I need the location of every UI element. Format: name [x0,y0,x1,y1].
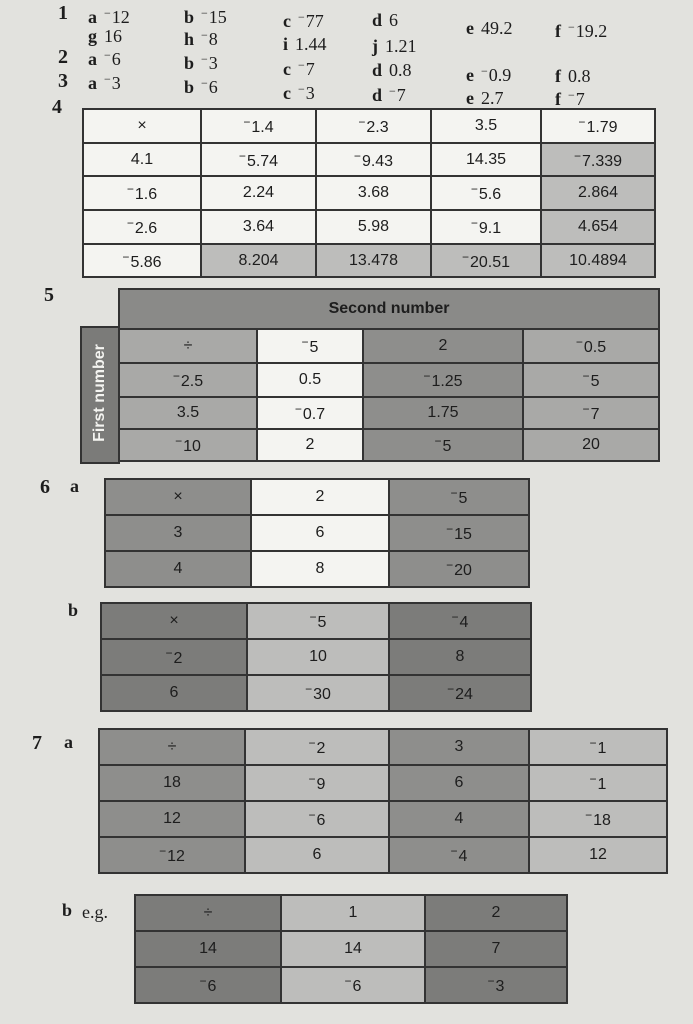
answer-item: c −77 [283,10,324,31]
second-number-header: Second number [119,289,659,329]
answer-item: c −7 [283,58,315,79]
table-cell: −1.25 [363,363,523,397]
operator-cell: × [83,109,201,143]
table-cell: −0.7 [257,397,363,429]
answer-item: d −7 [372,84,406,105]
table-cell: −18 [529,801,667,837]
q1-number: 1 [58,2,68,24]
answer-item: b −15 [184,6,227,27]
table-cell: 6 [389,765,529,801]
table-cell: −9.1 [431,210,541,244]
table-cell: 5.98 [316,210,431,244]
q7-number: 7 [32,732,42,754]
table-cell: −6 [245,801,389,837]
header-cell: 3.5 [431,109,541,143]
table-cell: 10.4894 [541,244,655,277]
table-cell: 12 [529,837,667,873]
table-cell: 8.204 [201,244,316,277]
table-cell: −5 [523,363,659,397]
q5-number: 5 [44,284,54,306]
answer-item: b −3 [184,52,218,73]
table-cell: −5.74 [201,143,316,176]
row-header-cell: 3 [105,515,251,551]
table-cell: 1.75 [363,397,523,429]
table-cell: −15 [389,515,529,551]
row-header-cell: −6 [135,967,281,1003]
q7b-example-prefix: e.g. [82,902,108,922]
q7b-letter: b [62,900,73,920]
row-header-cell: 14 [135,931,281,967]
first-number-label: First number [91,344,108,442]
header-cell: −1.4 [201,109,316,143]
q4-number: 4 [52,96,62,118]
header-cell: 2 [363,329,523,363]
answer-item: j 1.21 [372,36,417,56]
answer-item: d 0.8 [372,60,412,80]
header-cell: −0.5 [523,329,659,363]
header-cell: −5 [257,329,363,363]
answer-item: c −3 [283,82,315,103]
q5-division-table [118,288,660,462]
table-cell: −5 [363,429,523,461]
row-header-cell: 12 [99,801,245,837]
operator-cell: × [105,479,251,515]
operator-cell: ÷ [135,895,281,931]
table-cell: 2.24 [201,176,316,210]
answer-item: i 1.44 [283,34,327,54]
header-cell: 2 [425,895,567,931]
header-cell: −5 [247,603,389,639]
q6a-multiplication-table [104,478,530,588]
table-cell: 8 [251,551,389,587]
table-cell: 2.864 [541,176,655,210]
negative-sign: − [568,88,575,102]
negative-sign: − [298,10,305,24]
table-cell: −30 [247,675,389,711]
row-header-cell: −5.86 [83,244,201,277]
negative-sign: − [389,84,396,98]
answer-item: f 0.8 [555,66,591,86]
negative-sign: − [201,6,208,20]
answer-item: f −7 [555,88,585,109]
row-header-cell: −2 [101,639,247,675]
table-cell: −24 [389,675,531,711]
table-cell: 3.68 [316,176,431,210]
header-cell: 2 [251,479,389,515]
table-cell: 4.654 [541,210,655,244]
table-cell: −6 [281,967,425,1003]
row-header-cell: −1.6 [83,176,201,210]
answer-item: e 2.7 [466,88,504,108]
header-cell: −4 [389,603,531,639]
table-cell: −3 [425,967,567,1003]
answer-item: a −12 [88,6,130,27]
table-cell: 13.478 [316,244,431,277]
negative-sign: − [201,76,208,90]
operator-cell: ÷ [119,329,257,363]
row-header-cell: −12 [99,837,245,873]
table-cell: 4 [389,801,529,837]
table-cell: −9 [245,765,389,801]
header-cell: −2 [245,729,389,765]
q7a-division-table [98,728,668,874]
table-cell: −20 [389,551,529,587]
header-cell: 3 [389,729,529,765]
table-cell: 3.64 [201,210,316,244]
negative-sign: − [104,72,111,86]
negative-sign: − [568,20,575,34]
q3-number: 3 [58,70,68,92]
row-header-cell: −2.5 [119,363,257,397]
negative-sign: − [201,28,208,42]
operator-cell: ÷ [99,729,245,765]
row-header-cell: 3.5 [119,397,257,429]
table-cell: 14 [281,931,425,967]
header-cell: −5 [389,479,529,515]
q7a-letter: a [64,732,73,752]
header-cell: 1 [281,895,425,931]
table-cell: 6 [245,837,389,873]
row-header-cell: −2.6 [83,210,201,244]
answer-item: e 49.2 [466,18,513,38]
q4-multiplication-table [82,108,656,278]
table-cell: 0.5 [257,363,363,397]
row-header-cell: 18 [99,765,245,801]
operator-cell: × [101,603,247,639]
table-cell: 8 [389,639,531,675]
header-cell: −1 [529,729,667,765]
table-cell: 7 [425,931,567,967]
q6b-letter: b [68,600,79,620]
row-header-cell: −10 [119,429,257,461]
q6a-letter: a [70,476,79,496]
q7b-division-table [134,894,568,1004]
negative-sign: − [481,64,488,78]
answer-item: e −0.9 [466,64,512,85]
answer-item: d 6 [372,10,399,30]
answer-item: h −8 [184,28,218,49]
negative-sign: − [298,82,305,96]
answer-item: a −6 [88,48,121,69]
q6-number: 6 [40,476,50,498]
negative-sign: − [298,58,305,72]
row-header-cell: 6 [101,675,247,711]
table-cell: −1 [529,765,667,801]
header-cell: −2.3 [316,109,431,143]
table-cell: −7.339 [541,143,655,176]
answer-item: g 16 [88,26,122,46]
table-cell: −5.6 [431,176,541,210]
negative-sign: − [104,48,111,62]
negative-sign: − [104,6,111,20]
q6b-multiplication-table [100,602,532,712]
table-cell: 14.35 [431,143,541,176]
row-header-cell: 4.1 [83,143,201,176]
answer-item: a −3 [88,72,121,93]
table-cell: 6 [251,515,389,551]
answer-item: b −6 [184,76,218,97]
table-cell: 10 [247,639,389,675]
table-cell: 2 [257,429,363,461]
row-header-cell: 4 [105,551,251,587]
table-cell: −20.51 [431,244,541,277]
header-cell: −1.79 [541,109,655,143]
negative-sign: − [201,52,208,66]
table-cell: −7 [523,397,659,429]
table-cell: 20 [523,429,659,461]
table-cell: −4 [389,837,529,873]
table-cell: −9.43 [316,143,431,176]
q2-number: 2 [58,46,68,68]
answer-item: f −19.2 [555,20,608,41]
